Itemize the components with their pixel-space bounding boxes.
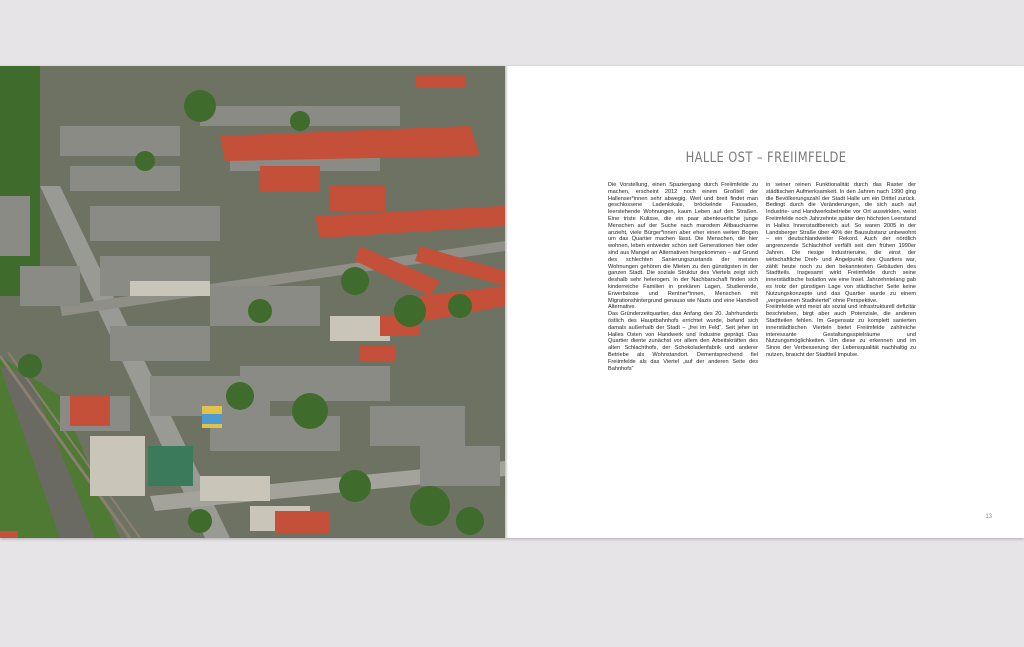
paragraph: in seiner reinen Funktionalität durch das Raster der städtischen Aufmerksamkeit. In den Jahren nach 1990 ging die Bevölkerungszahl der Stadt Halle um ein Drittel zurück. Bedingt durch die Veränderungen, die sich auch auf Industrie- und Handwerksbetriebe vor Ort auswirkten, weist Freiimfelde noch Jahrzehnte später den höchsten Leerstand in Halles Innenstadtbereich auf. So waren 2005 in der Landsberger Straße über 40% der Bausubstanz unbewohnt – ein deutschlandweiter Rekord. Auch der nördlich angrenzende Schlachthof verfällt seit den frühen 1990er Jahren. Die riesige Industrieruine, die einst der wirtschaftliche Dreh- und Angelpunkt des Quartiers war, zählt heute noch zu den bekanntesten Gebäuden des Stadtteils. Insgesamt wirkt Freiimfelde durch seine innerstädtische Isolation wie eine Insel. Jahrzehntelang gab es trotz der günstigen Lage von städtischer Seite keine Nutzungskonzepte und das Quartier wurde zu einem „vergessenen Stadtviertel“ ohne Perspektive. [766, 182, 916, 304]
page-number: 13 [985, 514, 992, 520]
page-title: HALLE OST – FREIIMFELDE [685, 150, 847, 166]
aerial-photo [0, 66, 505, 538]
paragraph: Die Vorstellung, einen Spaziergang durch Freiimfelde zu machen, erscheint 2012 noch einem Großteil der Hallenser*innen sehr abwegig. Weit und breit findet man geschlossene Ladenlokale, bröckelnde Fassaden, leerstehende Wohnungen, kaum Leben auf den Straßen. Eine triste Kulisse, die ein paar abenteuerliche junge Menschen auf der Suche nach marodem Altbaucharme anzieht, viele Bürger*innen aber eher einen weiten Bogen um das Quartier machen lässt. Die Menschen, die hier wohnen, leben entweder schon seit Generationen hier oder sind aus Mangel an Alternativen hergekommen – auf Grund des schlechten Sanierungszustands der meisten Wohnungen gehören die Mieten zu den günstigsten in der ganzen Stadt. Die soziale Struktur des Viertels zeigt sich deshalb sehr heterogen. In der Nachbarschaft finden sich kinderreiche Familien in prekären Lagen, Studierende, Erwerbslose und Rentner*innen, Menschen mit Migrationshintergrund genauso wie Nazis und eine Handvoll Alternative. [608, 182, 758, 311]
text-page [508, 66, 1024, 538]
paragraph: Das Gründerzeitquartier, das Anfang des 20. Jahrhunderts östlich des Hauptbahnhofs errichtet wurde, befand sich damals außerhalb der Stadt – „frei im Feld“. Seit jeher ist Halles Osten von Handwerk und Industrie geprägt. Das Quartier diente zunächst vor allem den Arbeitskräften des alten Schlachthofs, der Schokoladenfabrik und anderer Betriebe als Wohnstandort. Dementsprechend fiel Freiimfelde als das Viertel „auf der anderen Seite des Bahnhofs“ [608, 311, 758, 372]
book-spread [0, 66, 1024, 538]
text-column-right [766, 182, 916, 359]
paragraph: Freiimfelde wird meist als sozial und infrastrukturell defizitär beschrieben, birgt aber auch Potenziale, die anderen Stadtteilen fehlen. Im Gegensatz zu komplett sanierten innerstädtischen Vierteln bietet Freiimfelde zahlreiche interessante Gestaltungsspielräume und Nutzungsmöglichkeiten. Um diese zu erkennen und im Sinne der Verbesserung der Lebensqualität nachhaltig zu nutzen, braucht der Stadtteil Impulse. [766, 304, 916, 358]
aerial-photo-illustration [0, 66, 505, 538]
text-column-left [608, 182, 758, 372]
